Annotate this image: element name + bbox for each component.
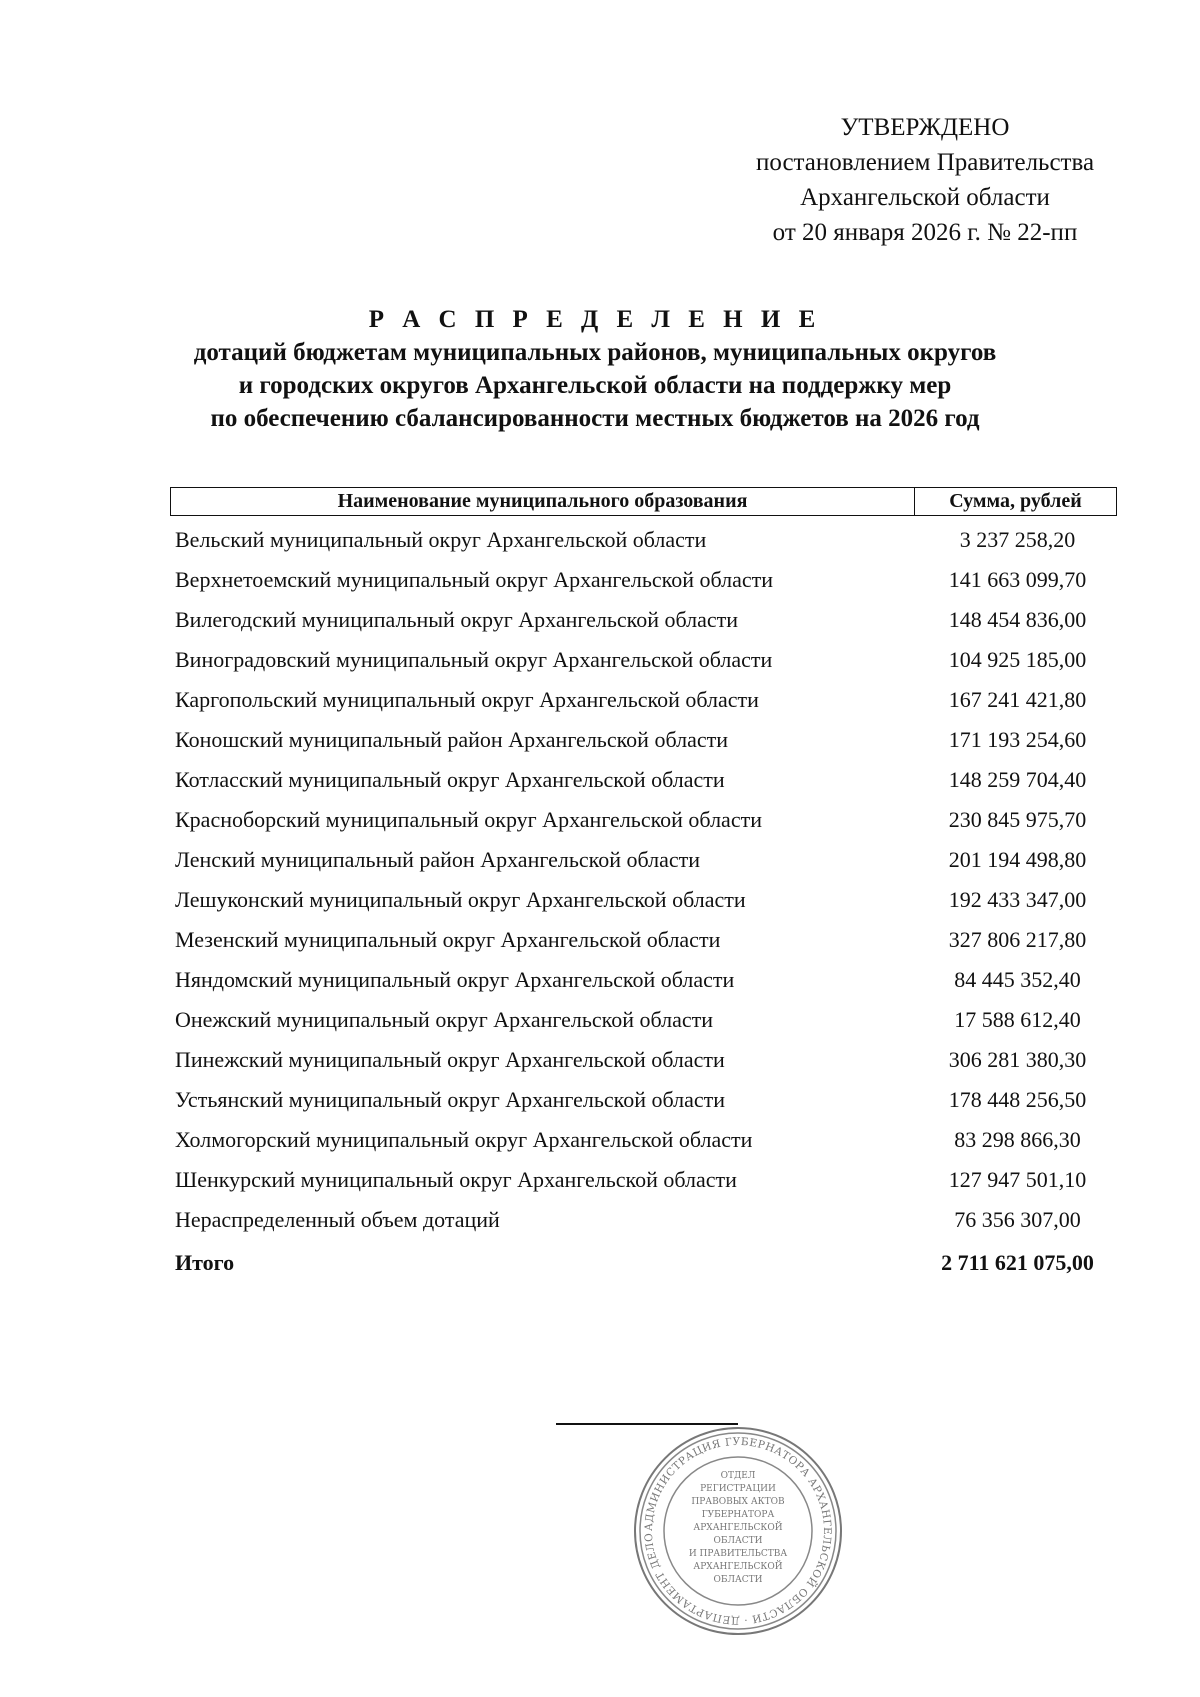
table-row <box>175 1040 1120 1080</box>
table-row <box>175 1000 1120 1040</box>
row-sum: 167 241 421,80 <box>948 687 1087 712</box>
heading-line-2: и городских округов Архангельской области на поддержку мер <box>238 372 952 399</box>
table-row <box>175 800 1120 840</box>
row-sum: 83 298 866,30 <box>954 1127 1081 1152</box>
stamp-seal-icon <box>632 1425 844 1637</box>
row-sum: 3 237 258,20 <box>959 527 1076 552</box>
heading-line-1: дотаций бюджетам муниципальных районов, муниципальных округов <box>193 339 997 366</box>
row-name: Лешуконский муниципальный округ Архангельской области <box>175 887 746 912</box>
stamp-line-2: РЕГИСТРАЦИИ <box>700 1484 776 1494</box>
row-name: Мезенский муниципальный округ Архангельской области <box>175 927 721 952</box>
stamp-line-9: ОБЛАСТИ <box>713 1575 763 1585</box>
row-sum: 141 663 099,70 <box>948 567 1087 592</box>
row-name: Пинежский муниципальный округ Архангельской области <box>175 1047 725 1072</box>
stamp-line-8: АРХАНГЕЛЬСКОЙ <box>693 1562 783 1572</box>
table-row <box>175 1160 1120 1200</box>
row-name: Красноборский муниципальный округ Архангельской области <box>175 807 762 832</box>
header-sum-column: Сумма, рублей <box>949 490 1082 512</box>
official-stamp <box>632 1425 844 1637</box>
row-sum: 84 445 352,40 <box>954 967 1081 992</box>
row-name: Виноградовский муниципальный округ Архангельской области <box>175 647 773 672</box>
stamp-line-7: И ПРАВИТЕЛЬСТВА <box>688 1549 788 1559</box>
table-body <box>175 520 1120 1286</box>
row-sum: 104 925 185,00 <box>948 647 1087 672</box>
table-row <box>175 920 1120 960</box>
row-sum: 148 454 836,00 <box>948 607 1087 632</box>
row-sum: 148 259 704,40 <box>948 767 1087 792</box>
table-header <box>170 487 1117 516</box>
stamp-line-6: ОБЛАСТИ <box>713 1536 763 1546</box>
row-name: Шенкурский муниципальный округ Архангельской области <box>175 1167 737 1192</box>
row-name: Нераспределенный объем дотаций <box>175 1207 500 1232</box>
row-name: Устьянский муниципальный округ Архангельской области <box>175 1087 726 1112</box>
table-row <box>175 520 1120 560</box>
table-row <box>175 1200 1120 1240</box>
table-row <box>175 640 1120 680</box>
row-sum: 127 947 501,10 <box>948 1167 1087 1192</box>
table-row <box>175 1080 1120 1120</box>
row-sum: 201 194 498,80 <box>948 847 1087 872</box>
row-sum: 192 433 347,00 <box>948 887 1087 912</box>
approval-title: УТВЕРЖДЕНО <box>840 114 1010 141</box>
approval-line-3: от 20 января 2026 г. № 22-пп <box>772 219 1078 246</box>
table-row <box>175 680 1120 720</box>
total-sum: 2 711 621 075,00 <box>941 1250 1094 1275</box>
row-name: Коношский муниципальный район Архангельской области <box>175 727 728 752</box>
row-sum: 17 588 612,40 <box>954 1007 1081 1032</box>
row-sum: 327 806 217,80 <box>948 927 1087 952</box>
total-label: Итого <box>175 1250 235 1275</box>
stamp-line-4: ГУБЕРНАТОРА <box>701 1510 775 1520</box>
row-sum: 171 193 254,60 <box>948 727 1087 752</box>
approval-block <box>700 110 1150 250</box>
table-row <box>175 1120 1120 1160</box>
stamp-line-1: ОТДЕЛ <box>720 1471 756 1481</box>
total-row <box>175 1240 1120 1286</box>
row-name: Онежский муниципальный округ Архангельской области <box>175 1007 714 1032</box>
row-name: Вельский муниципальный округ Архангельской области <box>175 527 707 552</box>
row-name: Няндомский муниципальный округ Архангельской области <box>175 967 735 992</box>
row-name: Котласский муниципальный округ Архангельской области <box>175 767 725 792</box>
stamp-line-3: ПРАВОВЫХ АКТОВ <box>691 1497 785 1507</box>
header-name-column: Наименование муниципального образования <box>171 488 915 515</box>
table-row <box>175 760 1120 800</box>
row-name: Верхнетоемский муниципальный округ Архангельской области <box>175 567 774 592</box>
table-row <box>175 960 1120 1000</box>
approval-line-2: Архангельской области <box>800 184 1050 211</box>
approval-line-1: постановлением Правительства <box>755 149 1095 176</box>
heading-title: Р А С П Р Е Д Е Л Е Н И Е <box>368 306 822 333</box>
stamp-outer-text: АДМИНИСТРАЦИЯ ГУБЕРНАТОРА АРХАНГЕЛЬСКОЙ ОБЛАСТИ · ДЕПАРТАМЕНТ ДЕЛО <box>642 1435 834 1627</box>
row-sum: 230 845 975,70 <box>948 807 1087 832</box>
row-sum: 178 448 256,50 <box>948 1087 1087 1112</box>
table-row <box>175 600 1120 640</box>
row-sum: 306 281 380,30 <box>948 1047 1087 1072</box>
heading-line-3: по обеспечению сбалансированности местных бюджетов на 2026 год <box>210 405 980 432</box>
table-row <box>175 840 1120 880</box>
stamp-line-5: АРХАНГЕЛЬСКОЙ <box>693 1523 783 1533</box>
table-row <box>175 720 1120 760</box>
table-row <box>175 880 1120 920</box>
table-row <box>175 560 1120 600</box>
document-heading <box>150 303 1040 435</box>
row-name: Ленский муниципальный район Архангельской области <box>175 847 701 872</box>
row-name: Вилегодский муниципальный округ Архангельской области <box>175 607 739 632</box>
row-name: Каргопольский муниципальный округ Архангельской области <box>175 687 759 712</box>
row-name: Холмогорский муниципальный округ Архангельской области <box>175 1127 753 1152</box>
row-sum: 76 356 307,00 <box>954 1207 1081 1232</box>
